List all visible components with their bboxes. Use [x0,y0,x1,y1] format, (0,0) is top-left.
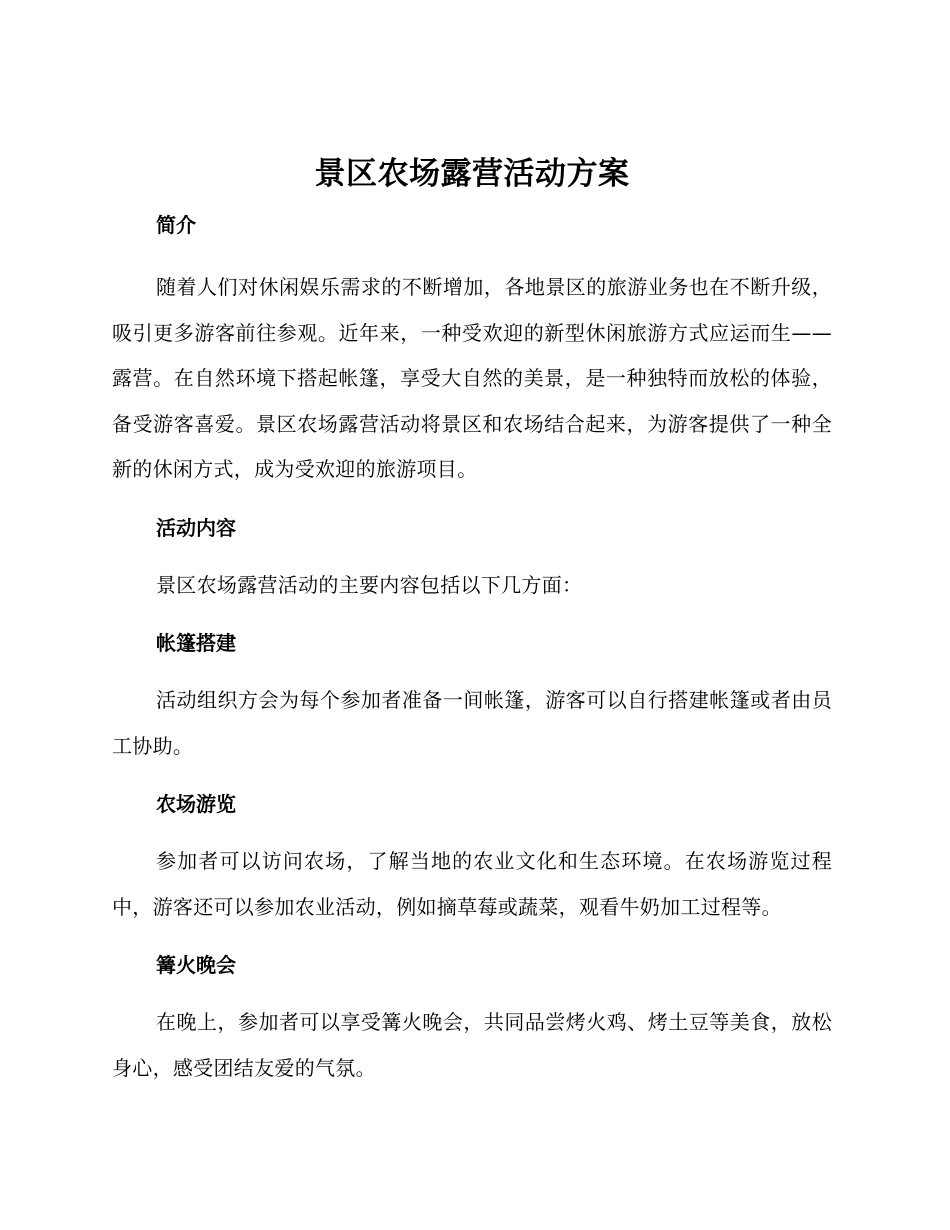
spacer [112,980,832,1000]
activity-content-paragraph: 景区农场露营活动的主要内容包括以下几方面： [156,572,583,597]
section-heading-intro: 简介 [156,213,196,237]
spacer [112,240,832,265]
section-heading-activity-content: 活动内容 [156,515,236,540]
spacer [112,769,832,789]
spacer [112,819,832,839]
farm-tour-paragraph: 参加者可以访问农场，了解当地的农业文化和生态环境。在农场游览过程中，游客还可以参加农业活动，例如摘草莓或蔬菜，观看牛奶加工过程等。 [112,849,832,919]
section-heading-tent-setup: 帐篷搭建 [156,631,236,655]
spacer [112,658,832,678]
tent-setup-paragraph: 活动组织方会为每个参加者准备一间帐篷，游客可以自行搭建帐篷或者由员工协助。 [112,688,832,758]
spacer [112,543,832,563]
document-title: 景区农场露营活动方案 [314,156,630,192]
spacer [112,493,832,513]
spacer [112,930,832,950]
intro-paragraph: 随着人们对休闲娱乐需求的不断增加，各地景区的旅游业务也在不断升级，吸引更多游客前往参观。近年来，一种受欢迎的新型休闲旅游方式应运而生——露营。在自然环境下搭起帐篷，享受大自然的美景，是一种独特而放松的体验，备受游客喜爱。景区农场露营活动将景区和农场结合起来，为游客提供了一种全新的休闲方式，成为受欢迎的旅游项目。 [112,275,832,481]
document-page [112,150,832,1091]
spacer [112,608,832,628]
bonfire-party-paragraph: 在晚上，参加者可以享受篝火晚会，共同品尝烤火鸡、烤土豆等美食，放松身心，感受团结友爱的气氛。 [112,1010,832,1080]
spacer [112,198,832,210]
section-heading-bonfire-party: 篝火晚会 [156,953,236,977]
section-heading-farm-tour: 农场游览 [156,792,236,816]
